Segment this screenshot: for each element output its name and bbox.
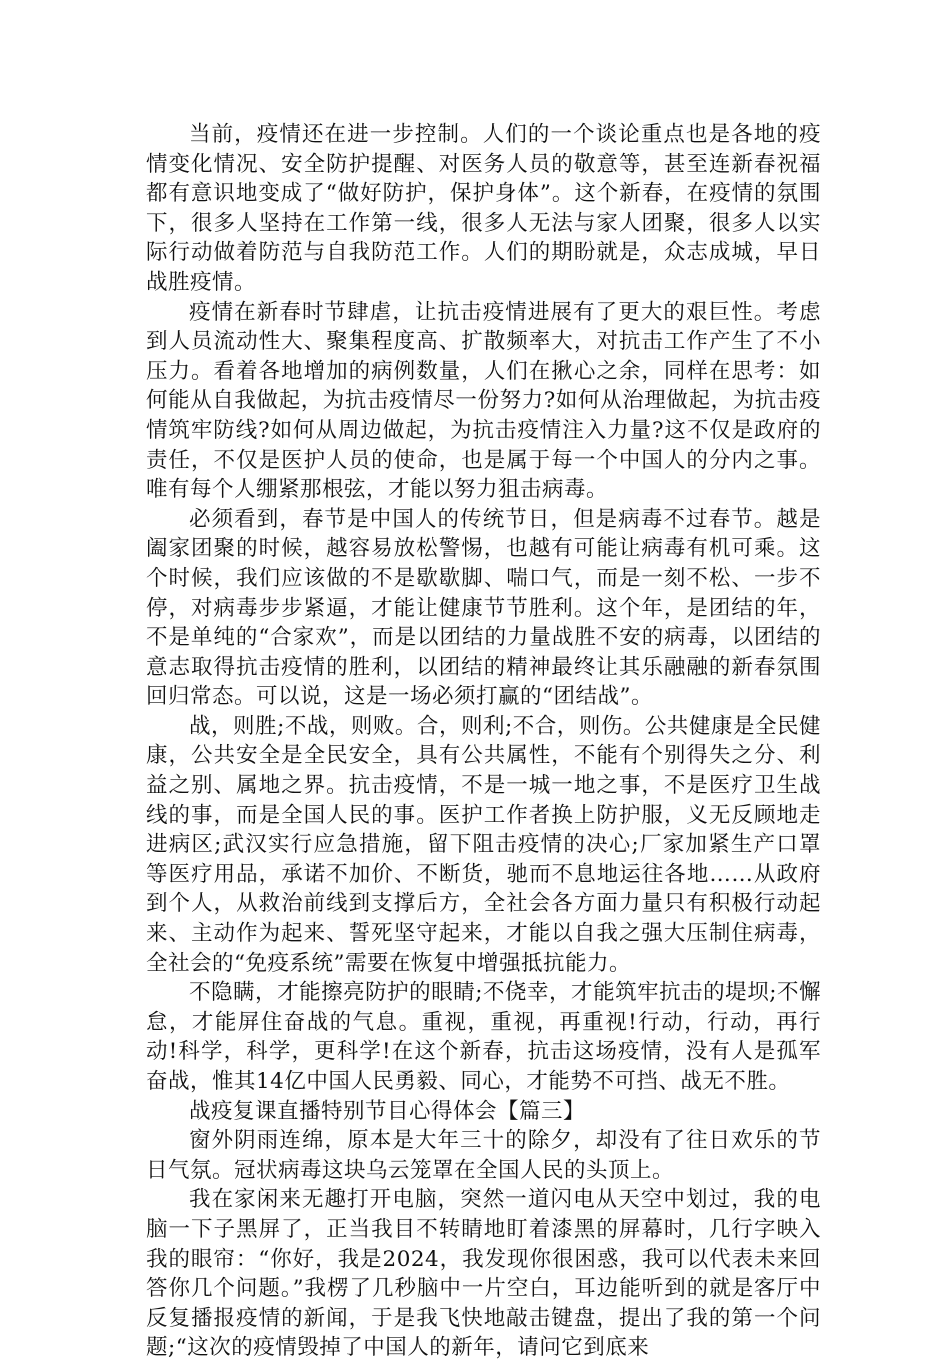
document-page	[146, 120, 821, 1363]
paragraph-2: 疫情在新春时节肆虐，让抗击疫情进展有了更大的艰巨性。考虑到人员流动性大、聚集程度高、扩散频率大，对抗击工作产生了不小压力。看着各地增加的病例数量，人们在揪心之余，同样在思考：如何能从自我做起，为抗击疫情尽一份努力?如何从治理做起，为抗击疫情筑牢防线?如何从周边做起，为抗击疫情注入力量?这不仅是政府的责任，不仅是医护人员的使命，也是属于每一个中国人的分内之事。唯有每个人绷紧那根弦，才能以努力狙击病毒。	[146, 299, 821, 503]
paragraph-4: 战，则胜;不战，则败。合，则利;不合，则伤。公共健康是全民健康，公共安全是全民安全，具有公共属性，不能有个别得失之分、利益之别、属地之界。抗击疫情，不是一城一地之事，不是医疗卫生战线的事，而是全国人民的事。医护工作者换上防护服，义无反顾地走进病区;武汉实行应急措施，留下阻击疫情的决心;厂家加紧生产口罩等医疗用品，承诺不加价、不断货，驰而不息地运往各地……从政府到个人，从救治前线到支撑后方，全社会各方面力量只有积极行动起来、主动作为起来、誓死坚守起来，才能以自我之强大压制住病毒，全社会的“免疫系统”需要在恢复中增强抵抗能力。	[146, 713, 821, 976]
paragraph-1: 当前，疫情还在进一步控制。人们的一个谈论重点也是各地的疫情变化情况、安全防护提醒、对医务人员的敬意等，甚至连新春祝福都有意识地变成了“做好防护，保护身体”。这个新春，在疫情的氛围下，很多人坚持在工作第一线，很多人无法与家人团聚，很多人以实际行动做着防范与自我防范工作。人们的期盼就是，众志成城，早日战胜疫情。	[146, 122, 821, 295]
paragraph-6: 窗外阴雨连绵，原本是大年三十的除夕，却没有了往日欢乐的节日气氛。冠状病毒这块乌云笼罩在全国人民的头顶上。	[146, 1128, 821, 1183]
section-heading: 战疫复课直播特别节目心得体会【篇三】	[189, 1098, 586, 1124]
paragraph-5: 不隐瞒，才能擦亮防护的眼睛;不侥幸，才能筑牢抗击的堤坝;不懈怠，才能屏住奋战的气息。重视，重视，再重视!行动，行动，再行动!科学，科学，更科学!在这个新春，抗击这场疫情，没有人是孤军奋战，惟其14亿中国人民勇毅、同心，才能势不可挡、战无不胜。	[146, 980, 821, 1094]
paragraph-3: 必须看到，春节是中国人的传统节日，但是病毒不过春节。越是阖家团聚的时候，越容易放松警惕，也越有可能让病毒有机可乘。这个时候，我们应该做的不是歇歇脚、喘口气，而是一刻不松、一步不停，对病毒步步紧逼，才能让健康节节胜利。这个年，是团结的年，不是单纯的“合家欢”，而是以团结的力量战胜不安的病毒，以团结的意志取得抗击疫情的胜利，以团结的精神最终让其乐融融的新春氛围回归常态。可以说，这是一场必须打赢的“团结战”。	[146, 506, 821, 710]
paragraph-7: 我在家闲来无趣打开电脑，突然一道闪电从天空中划过，我的电脑一下子黑屏了，正当我目不转睛地盯着漆黑的屏幕时，几行字映入我的眼帘：“你好，我是2024，我发现你很困惑，我可以代表未来回答你几个问题。”我楞了几秒脑中一片空白，耳边能听到的就是客厅中反复播报疫情的新闻，于是我飞快地敲击键盘，提出了我的第一个问题;“这次的疫情毁掉了中国人的新年，请问它到底来	[146, 1187, 821, 1361]
